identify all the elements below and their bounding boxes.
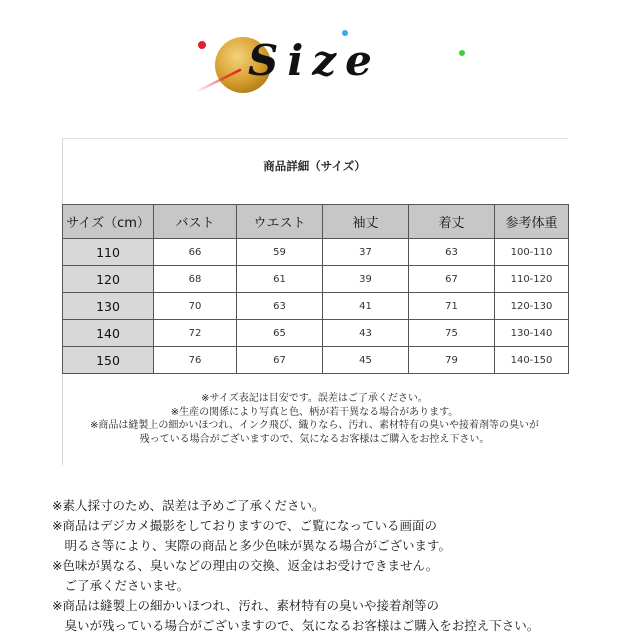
table-note: ※商品は縫製上の細かいほつれ、インク飛び、織りなら、汚れ、素材特有の臭いや接着剤等の臭いが [90,420,539,431]
bust-cell: 68 [154,266,237,293]
table-row [63,266,569,293]
waist-cell: 67 [237,347,323,374]
disclaimer-line: ※商品はデジカメ撮影をしておりますので、ご覧になっている画面の [52,518,437,533]
bust-cell: 76 [154,347,237,374]
bust-cell: 70 [154,293,237,320]
table-note: ※サイズ表記は目安です。誤差はご了承ください。 [201,393,428,404]
sleeve-cell: 45 [323,347,409,374]
waist-cell: 63 [237,293,323,320]
column-header: ウエスト [237,205,323,239]
weight-cell: 130-140 [495,320,569,347]
red-dot [198,41,206,49]
disclaimer-line: ※商品は縫製上の細かいほつれ、汚れ、素材特有の臭いや接着剤等の [52,598,439,613]
weight-cell: 120-130 [495,293,569,320]
sleeve-cell: 39 [323,266,409,293]
table-row [63,347,569,374]
size-table [62,204,569,374]
size-cell: 110 [63,239,154,266]
size-cell: 140 [63,320,154,347]
disclaimer-line: ご了承くださいませ。 [52,578,190,593]
size-table-title: 商品詳細（サイズ） [263,159,366,173]
size-cell: 150 [63,347,154,374]
weight-cell: 100-110 [495,239,569,266]
length-cell: 63 [409,239,495,266]
waist-cell: 59 [237,239,323,266]
length-cell: 71 [409,293,495,320]
column-header: 参考体重 [495,205,569,239]
table-row [63,320,569,347]
green-dot [459,50,465,56]
sleeve-cell: 37 [323,239,409,266]
table-note: 残っている場合がございますので、気になるお客様はご購入をお控え下さい。 [139,433,490,445]
length-cell: 67 [409,266,495,293]
bust-cell: 72 [154,320,237,347]
waist-cell: 65 [237,320,323,347]
table-note: ※生産の関係により写真と色、柄が若干異なる場合があります。 [170,406,459,418]
size-logo [0,0,640,130]
disclaimer-line: ※色味が異なる、臭いなどの理由の交換、返金はお受けできません。 [52,558,439,573]
size-table-header-row [63,205,569,239]
sleeve-cell: 43 [323,320,409,347]
bust-cell: 66 [154,239,237,266]
disclaimer-line: 臭いが残っている場合がございますので、気になるお客様はご購入をお控え下さい。 [52,618,540,633]
column-header: 着丈 [409,205,495,239]
column-header: サイズ（cm） [63,205,154,239]
size-cell: 120 [63,266,154,293]
weight-cell: 140-150 [495,347,569,374]
size-cell: 130 [63,293,154,320]
length-cell: 79 [409,347,495,374]
table-notes [62,392,567,446]
sleeve-cell: 41 [323,293,409,320]
column-header: 袖丈 [323,205,409,239]
size-logo-text: Size [248,36,381,85]
table-row [63,293,569,320]
disclaimer-notes [52,496,632,636]
waist-cell: 61 [237,266,323,293]
disclaimer-line: ※素人採寸のため、誤差は予めご了承ください。 [52,498,325,513]
table-row [63,239,569,266]
weight-cell: 110-120 [495,266,569,293]
disclaimer-line: 明るさ等により、実際の商品と多少色味が異なる場合がございます。 [52,538,452,553]
column-header: バスト [154,205,237,239]
length-cell: 75 [409,320,495,347]
